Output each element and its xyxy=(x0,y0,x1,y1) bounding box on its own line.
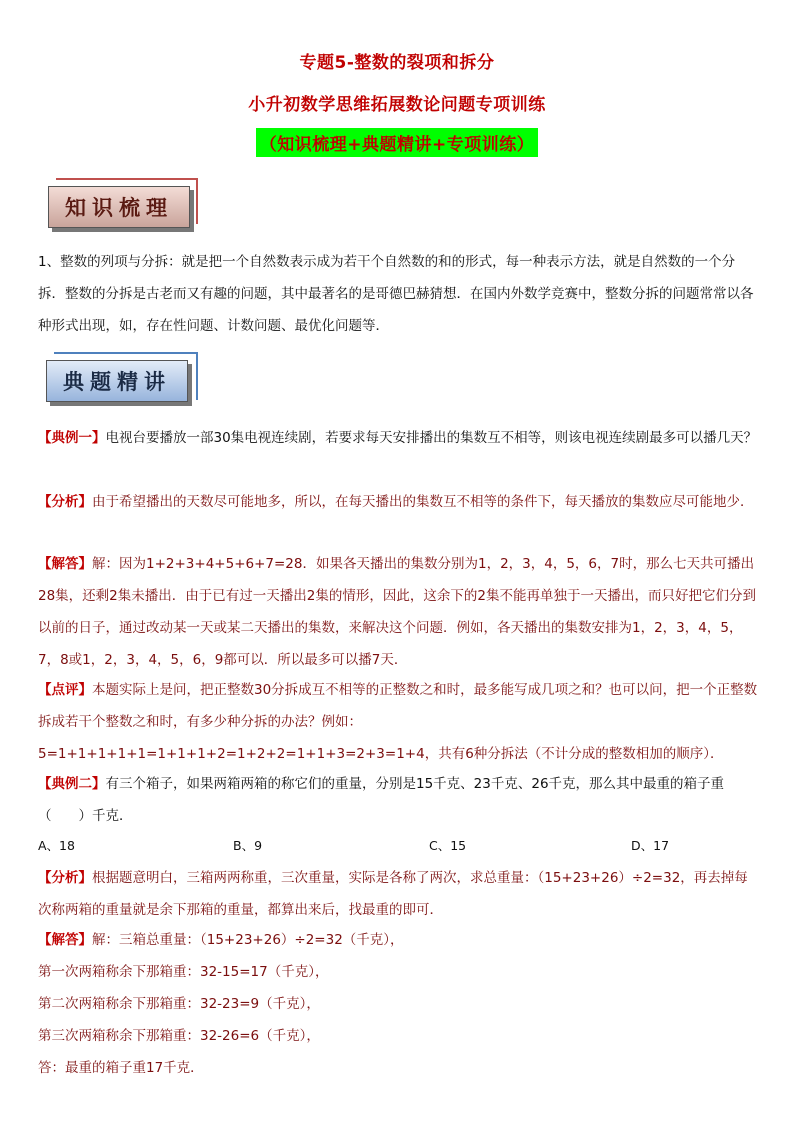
example2-tag: 【典例二】 xyxy=(38,776,106,792)
option-c: C、15 xyxy=(429,838,467,853)
title-line-2: 小升初数学思维拓展数论问题专项训练 xyxy=(248,95,546,115)
solution-line-3: 第二次两箱称余下那箱重：32-23=9（千克）， xyxy=(38,996,320,1012)
example2-question-text: 有三个箱子，如果两箱两箱的称它们的重量，分别是15千克、23千克、26千克，那么其中最重的箱子重（ ）千克． xyxy=(38,776,725,824)
example2-analysis-tag: 【分析】 xyxy=(38,870,92,886)
example1-solution xyxy=(38,548,760,676)
example2-analysis-text: 根据题意明白，三箱两两称重，三次重量，实际是各称了两次，求总重量：（15+23+26）÷2=32，再去掉每次称两箱的重量就是余下那箱的重量，都算出来后，找最重的即可． xyxy=(38,870,748,918)
knowledge-text: 1、整数的列项与分拆：就是把一个自然数表示成为若干个自然数的和的形式，每一种表示方法，就是自然数的一个分拆．整数的分拆是古老而又有趣的问题，其中最著名的是哥德巴赫猜想．在国内外数学竞赛中，整数分拆的问题常常以各种形式出现，如，存在性问题、计数问题、最优化问题等． xyxy=(38,254,754,334)
example1-solution-tag: 【解答】 xyxy=(38,556,92,572)
title-line-1: 专题5-整数的裂项和拆分 xyxy=(299,53,495,73)
example2-options xyxy=(38,830,760,858)
title-line-3-wrap xyxy=(0,128,794,157)
example1-solution-text: 解：因为1+2+3+4+5+6+7=28．如果各天播出的集数分别为1，2，3，4，5，6，7时，那么七天共可播出28集，还剩2集未播出．由于已有过一天播出2集的情形，因此，这余下的2集不能再单独于一天播出，而只好把它们分到以前的日子，通过改动某一天或某二天播出的集数，来解决这个问题．例如，各天播出的集数安排为1，2，3，4，5，7，8或1，2，3，4，5，6，9都可以．所以最多可以播7天． xyxy=(38,556,756,668)
example1-analysis-text: 由于希望播出的天数尽可能地多，所以，在每天播出的集数互不相等的条件下，每天播放的集数应尽可能地少． xyxy=(92,494,754,510)
section-banner-examples: 典题精讲 xyxy=(46,360,188,402)
solution-line-4: 第三次两箱称余下那箱重：32-26=6（千克）， xyxy=(38,1028,320,1044)
solution-line-1 xyxy=(38,924,760,956)
example1-question-text: 电视台要播放一部30集电视连续剧，若要求每天安排播出的集数互不相等，则该电视连续剧最多可以播几天？ xyxy=(105,430,758,446)
solution-line-1-text: 解：三箱总重量：（15+23+26）÷2=32（千克）， xyxy=(92,932,404,948)
example2-solution-tag: 【解答】 xyxy=(38,932,92,948)
option-a: A、18 xyxy=(38,838,75,853)
example1-analysis-tag: 【分析】 xyxy=(38,494,92,510)
solution-line-2: 第一次两箱称余下那箱重：32-15=17（千克）， xyxy=(38,964,329,980)
example2-analysis xyxy=(38,862,760,926)
solution-line-5: 答：最重的箱子重17千克． xyxy=(38,1060,204,1076)
example1-comment-text: 本题实际上是问，把正整数30分拆成互不相等的正整数之和时，最多能写成几项之和？也可以问，把一个正整数拆成若干个整数之和时，有多少种分拆的办法？例如：5=1+1+1+1+1=1+1+1+2=1+2+2=1+1+3=2+3=1+4，共有6种分拆法（不计分成的整数相加的顺序）． xyxy=(38,682,758,762)
example1-comment xyxy=(38,674,760,770)
example1-analysis xyxy=(38,486,760,518)
title-line-3: （知识梳理+典题精讲+专项训练） xyxy=(256,128,539,157)
option-b: B、9 xyxy=(233,838,263,853)
example1-comment-tag: 【点评】 xyxy=(38,682,92,698)
example1-tag: 【典例一】 xyxy=(38,430,106,446)
option-d: D、17 xyxy=(631,838,670,853)
example1-question xyxy=(38,422,760,454)
example2-solution xyxy=(38,924,760,1084)
example2-question xyxy=(38,768,760,832)
knowledge-paragraph xyxy=(38,246,760,342)
section-banner-knowledge: 知识梳理 xyxy=(48,186,190,228)
